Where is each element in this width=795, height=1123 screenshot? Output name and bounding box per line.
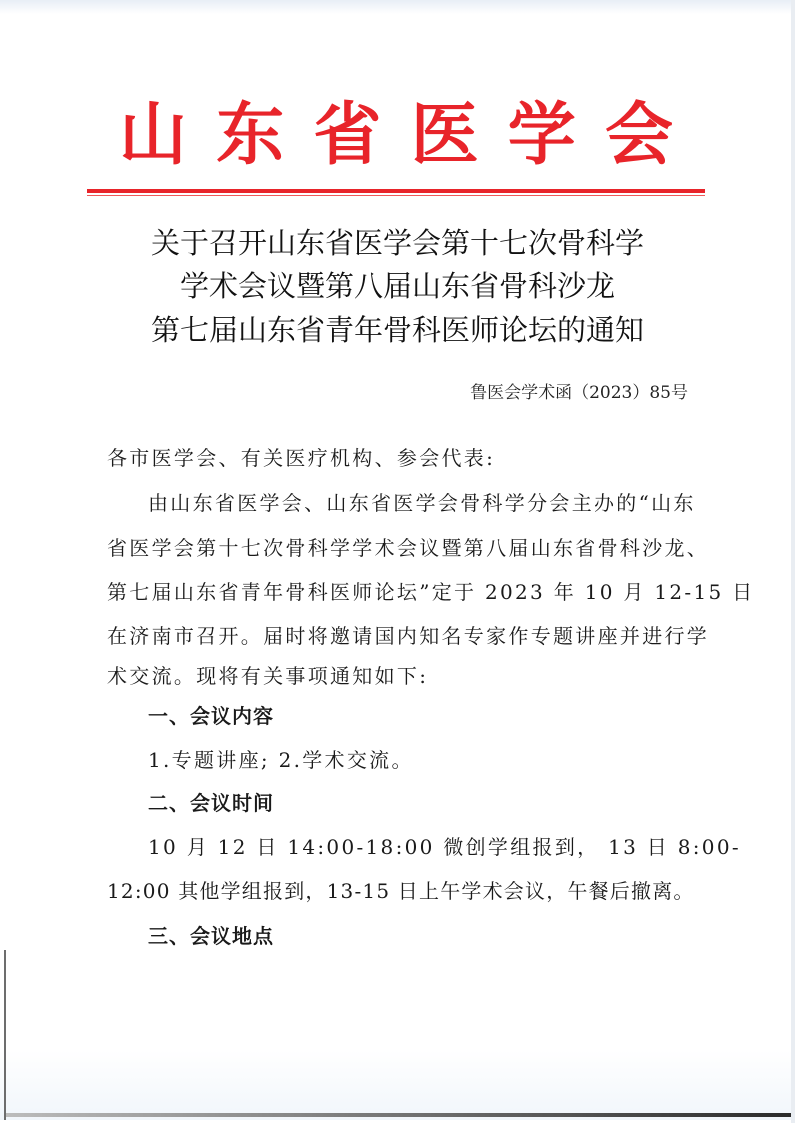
section-time-line-1: 10 月 12 日 14:00-18:00 微创学组报到， 13 日 8:00- <box>148 835 741 859</box>
salutation: 各市医学会、有关医疗机构、参会代表: <box>107 446 496 470</box>
letterhead-divider-thick <box>87 189 705 193</box>
intro-line-3: 第七届山东省青年骨科医师论坛”定于 2023 年 10 月 12-15 日 <box>107 580 755 604</box>
document-title-line-2: 学术会议暨第八届山东省骨科沙龙 <box>179 269 615 303</box>
intro-line-1: 由山东省医学会、山东省医学会骨科学分会主办的“山东 <box>148 491 696 515</box>
scan-edge-left <box>4 950 6 1120</box>
masthead-char: 学 <box>507 95 576 175</box>
masthead-char: 会 <box>604 95 673 175</box>
scan-edge-right <box>791 0 795 1123</box>
letterhead-masthead <box>87 90 705 180</box>
intro-line-2: 省医学会第十七次骨科学学术会议暨第八届山东省骨科沙龙、 <box>107 536 710 560</box>
intro-line-4: 在济南市召开。届时将邀请国内知名专家作专题讲座并进行学 <box>107 624 710 648</box>
masthead-char: 医 <box>410 95 479 175</box>
intro-line-5: 术交流。现将有关事项通知如下: <box>107 664 429 688</box>
document-title-line-1: 关于召开山东省医学会第十七次骨科学 <box>150 226 644 260</box>
scan-edge-bottom <box>6 1113 795 1117</box>
section-heading-time: 二、会议时间 <box>148 791 274 815</box>
document-number: 鲁医会学术函（2023）85号 <box>470 383 688 403</box>
scan-shadow-top <box>0 0 795 14</box>
section-time-line-2: 12:00 其他学组报到，13-15 日上午学术会议，午餐后撤离。 <box>107 879 695 903</box>
section-content-line-1: 1.专题讲座; 2.学术交流。 <box>148 748 414 772</box>
section-heading-venue: 三、会议地点 <box>148 924 274 948</box>
masthead-char: 山 <box>119 95 188 175</box>
letterhead-divider-thin <box>87 195 705 196</box>
masthead-char: 省 <box>313 95 382 175</box>
scan-shadow-bottom <box>0 1050 795 1120</box>
masthead-char: 东 <box>216 95 285 175</box>
section-heading-content: 一、会议内容 <box>148 704 274 728</box>
document-title-line-3: 第七届山东省青年骨科医师论坛的通知 <box>150 313 644 347</box>
